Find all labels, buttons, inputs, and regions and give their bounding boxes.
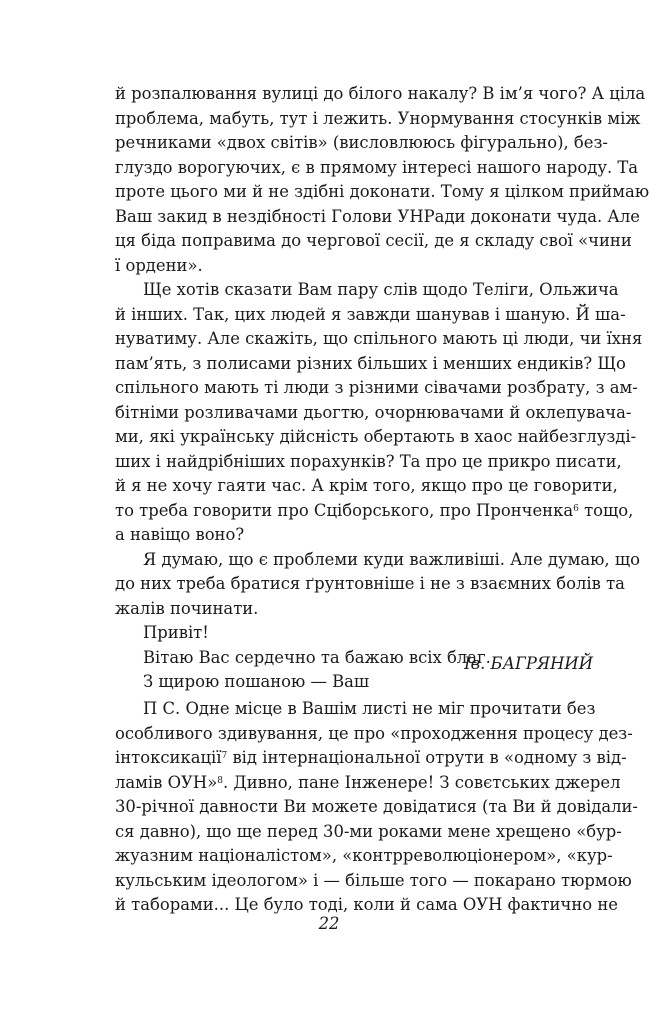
text-line: ми, які українську дійсність обертають в хаос найбезглузді- [115,427,637,446]
text-line: а навіщо воно? [115,525,245,544]
text-fragment: тощо, [578,500,634,520]
page-number: 22 [318,914,340,933]
paragraph-1 [115,82,650,278]
text-line: речниками «двох світів» (висловлююсь фігурально), без- [115,133,608,152]
text-line: Я думаю, що є проблеми куди важливіші. Але думаю, що [143,549,640,569]
signature: Ів. БАГРЯНИЙ [464,654,593,673]
text-line: Ще хотів сказати Вам пару слів щодо Теліги, Ольжича [143,280,619,299]
paragraph-greeting [115,621,593,646]
text-line: жалів починати. [115,598,259,618]
text-fragment: від інтернаціональної отрути в «одному з від- [227,748,627,767]
text-line: до них треба братися ґрунтовніше і не з взаємних болів та [115,574,625,593]
text-line [115,771,621,796]
text-fragment: то треба говорити про Сціборського, про Пронченка [115,500,574,520]
text-line: З щирою пошаною — Ваш [143,672,370,691]
text-line: ї ордени». [115,255,203,275]
footnote-ref: 8 [217,775,223,786]
text-line: особливого здивування, це про «проходження процесу дез- [115,723,633,743]
text-line: 30-річної давности Ви можете довідатися (та Ви й довідали- [115,797,638,816]
text-fragment: . Дивно, пане Інженере! З совєтських джерел [222,772,621,792]
text-line: нуватиму. Але скажіть, що спільного мають ці люди, чи їхня [115,329,643,348]
main-text [115,82,650,695]
paragraph-3 [115,548,640,622]
text-line: ся давно), що ще перед 30-ми роками мене хрещено «бур- [115,821,622,841]
text-line: й я не хочу гаяти час. А крім того, якщо про це говорити, [115,476,618,495]
text-line: П С. Одне місце в Вашім листі не міг прочитати без [143,699,596,718]
text-line: кульським ідеологом» і — більше того — покарано тюрмою [115,870,632,890]
text-line: проблема, мабуть, тут і лежить. Унормування стосунків між [115,108,641,128]
text-line: проте цього ми й не здібні доконати. Тому я цілком приймаю [115,182,650,201]
text-line: Вітаю Вас сердечно та бажаю всіх благ. [143,647,491,667]
text-fragment: ламів ОУН» [115,772,218,792]
text-line: глуздо ворогуючих, є в прямому інтересі нашого народу. Та [115,157,639,177]
text-line: Привіт! [143,623,209,642]
text-line [115,746,627,771]
text-line: й інших. Так, цих людей я завжди шанував і шаную. Й ша- [115,304,626,324]
text-line: пам’ять, з полисами різних більших і менших ендиків? Що [115,353,626,373]
text-line: Ваш закид в нездібності Голови УНРади доконати чуда. Але [115,206,640,226]
text-line: ших і найдрібніших порахунків? Та про це прикро писати, [115,451,622,471]
text-line: й таборами... Це було тоді, коли й сама ОУН фактично не [115,895,618,914]
postscript [115,697,638,918]
text-line: жуазним націоналістом», «контрреволюціонером», «кур- [115,846,613,865]
footnote-ref: 7 [221,751,228,761]
text-line: ця біда поправима до чергової сесії, де я складу свої «чини [115,231,632,250]
paragraph-2 [115,278,643,548]
text-line: спільного мають ті люди з різними сівачами розбрату, з ам- [115,378,638,397]
postscript-paragraph [115,697,638,918]
text-line [115,499,634,524]
text-line: бітніми розливачами дьогтю, очорнювачами й оклепувача- [115,402,632,422]
text-line: й розпалювання вулиці до білого накалу? В ім’я чого? А ціла [115,84,646,103]
footnote-ref: 6 [573,503,579,514]
text-fragment: інтоксикації [115,748,222,767]
